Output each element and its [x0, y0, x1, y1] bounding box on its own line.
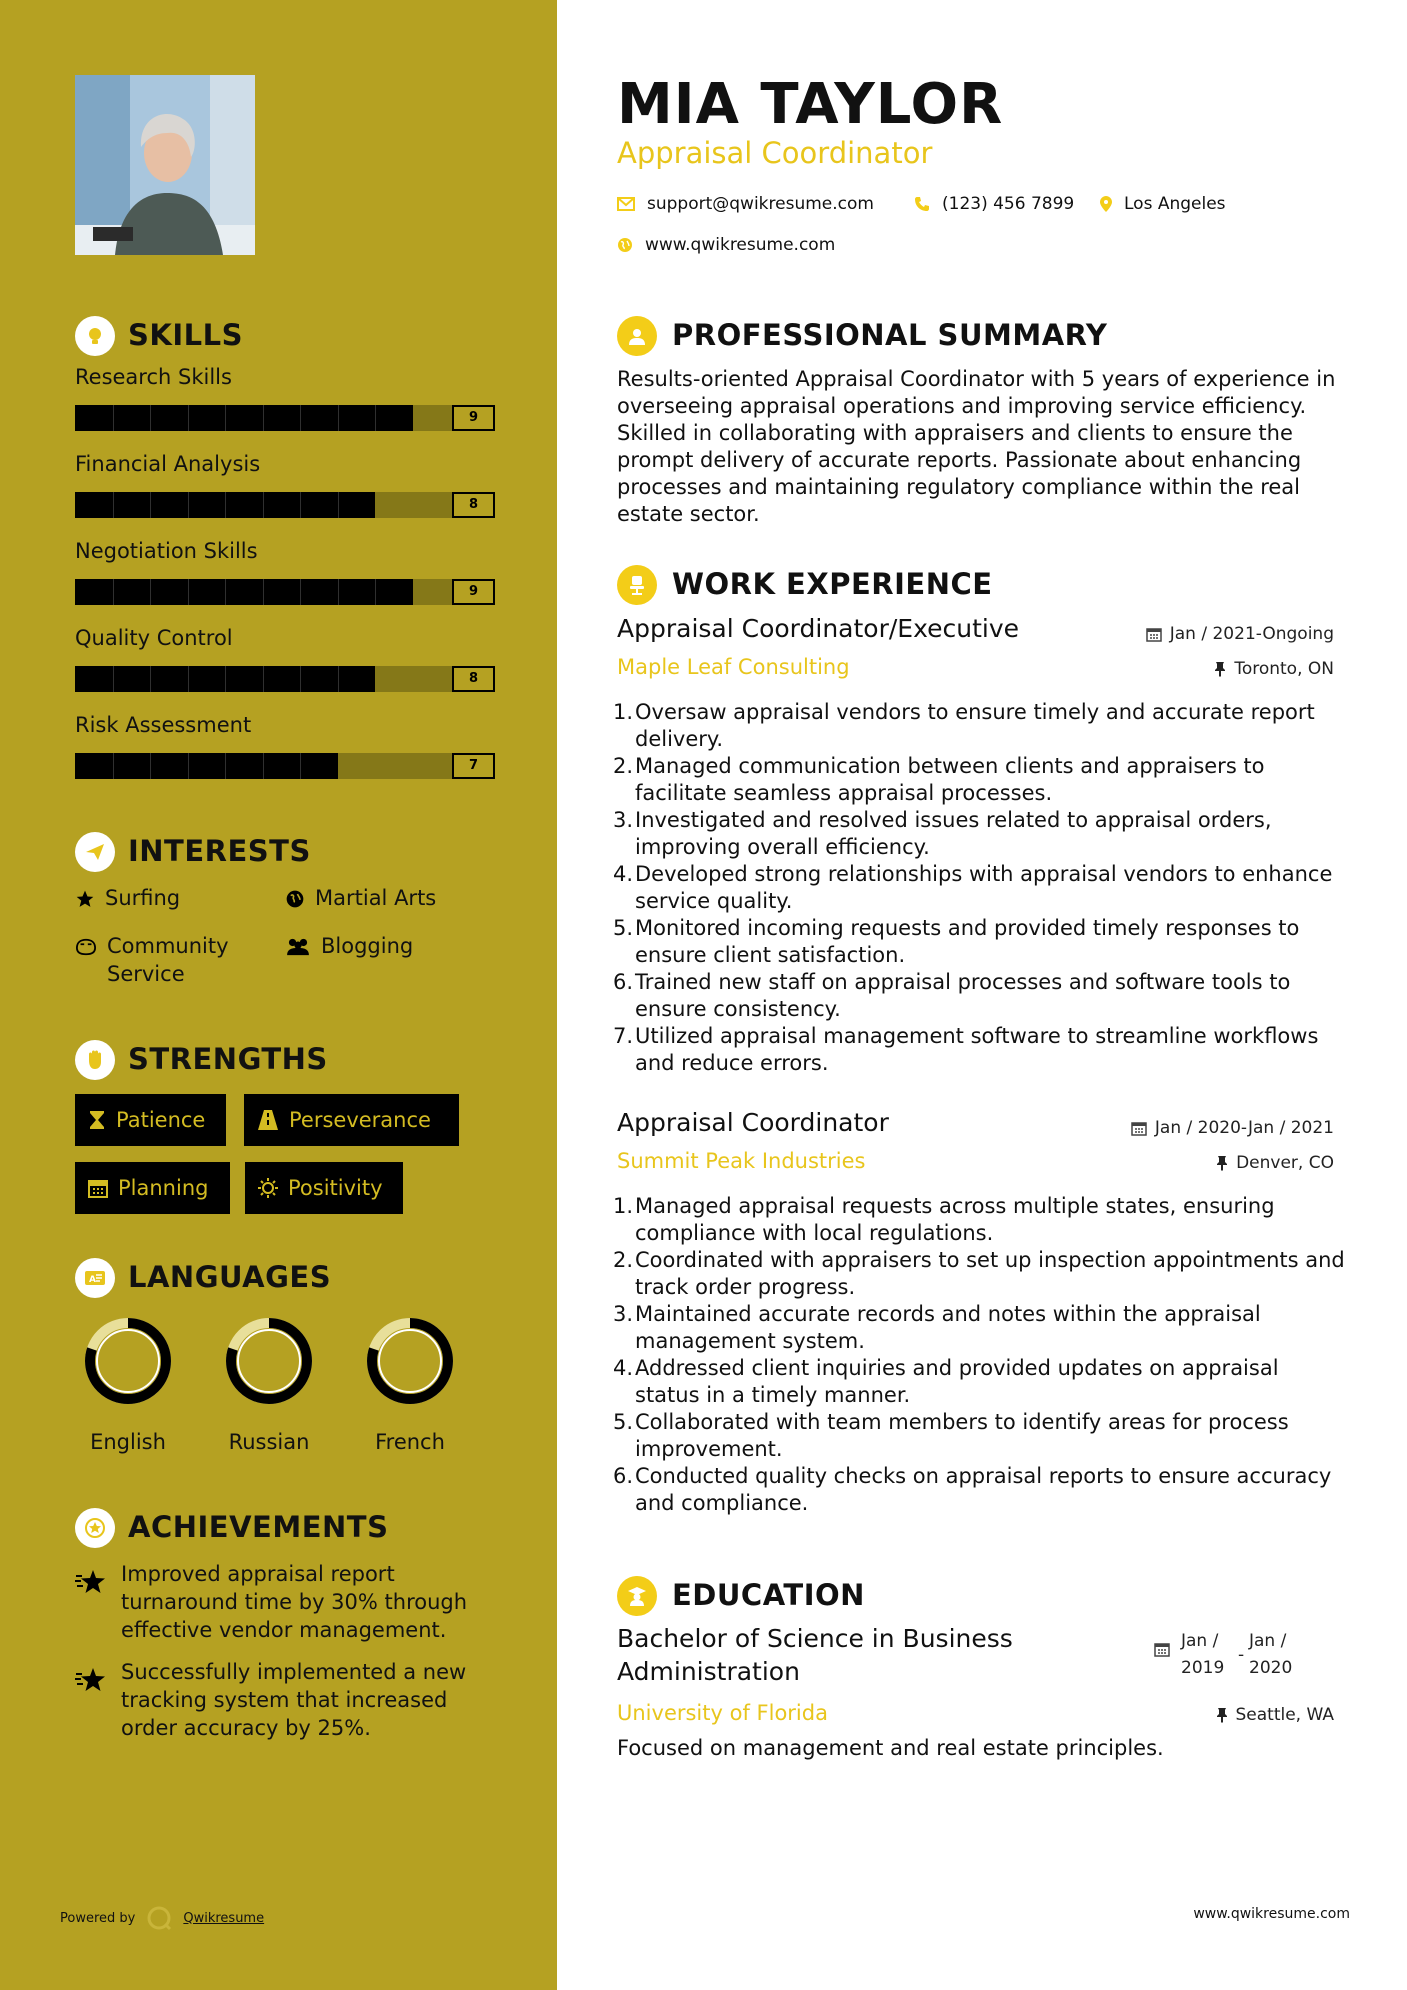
- bullet-number: 5.: [612, 1410, 633, 1434]
- education-dates: [1154, 1628, 1314, 1678]
- education-location-text: Seattle, WA: [1235, 1705, 1334, 1725]
- language-ring-inner: [238, 1330, 300, 1392]
- bullet-text: Monitored incoming requests and provided timely responses to ensure client satisfaction.: [635, 916, 1300, 967]
- job-bullet: [612, 1301, 1347, 1355]
- job-dates: [1146, 624, 1334, 644]
- skill-level-bar: [75, 666, 495, 692]
- skill-segment-divider: [150, 405, 151, 431]
- bullet-number: 1.: [612, 1194, 633, 1218]
- job-location: [1214, 659, 1334, 679]
- job-location-text: Toronto, ON: [1234, 659, 1334, 679]
- svg-text:A: A: [89, 1275, 96, 1285]
- skill-segment-divider: [300, 492, 301, 518]
- language-ring-inner: [97, 1330, 159, 1392]
- skill-segment-divider: [225, 753, 226, 779]
- skill-segment-divider: [113, 579, 114, 605]
- calendar-icon: [1131, 1120, 1147, 1136]
- interest-label: Blogging: [321, 934, 414, 958]
- candidate-name: MIA TAYLOR: [617, 72, 1004, 137]
- achievement-text: Improved appraisal report turnaround time by 30% through effective vendor management.: [121, 1562, 468, 1642]
- calendar-icon: [87, 1177, 109, 1199]
- interest-label: Martial Arts: [315, 886, 437, 910]
- office-chair-icon: [625, 573, 649, 597]
- skill-segment-divider: [300, 666, 301, 692]
- language-label: French: [375, 1430, 445, 1454]
- job-title: Appraisal Coordinator: [617, 1108, 889, 1137]
- bullet-number: 6.: [612, 970, 633, 994]
- skill-segment-divider: [150, 666, 151, 692]
- skill-segment-divider: [338, 666, 339, 692]
- lightbulb-icon: [83, 324, 107, 348]
- bullet-text: Maintained accurate records and notes within the appraisal management system.: [635, 1302, 1261, 1353]
- bullet-number: 3.: [612, 1302, 633, 1326]
- language-label: Russian: [228, 1430, 310, 1454]
- job-bullet: [612, 1247, 1347, 1301]
- skill-segment-divider: [113, 666, 114, 692]
- job-dates-text: Jan / 2021-Ongoing: [1169, 624, 1334, 644]
- phone-text: (123) 456 7899: [942, 194, 1075, 214]
- qwikresume-logo-icon: [145, 1904, 173, 1932]
- date-separator: -: [1238, 1645, 1245, 1665]
- skill-name: Risk Assessment: [75, 713, 252, 737]
- website-contact: [617, 235, 835, 255]
- pushpin-icon: [1216, 1155, 1228, 1171]
- skill-segment-divider: [300, 579, 301, 605]
- strength-label: Perseverance: [289, 1108, 431, 1132]
- strength-badge: [75, 1162, 230, 1214]
- interest-label: Community Service: [107, 934, 229, 986]
- bullet-text: Conducted quality checks on appraisal reports to ensure accuracy and compliance.: [635, 1464, 1332, 1515]
- language-level-ring: [221, 1313, 317, 1409]
- summary-section-icon: [617, 316, 657, 356]
- skill-segment-divider: [225, 405, 226, 431]
- skill-segment-divider: [338, 405, 339, 431]
- strength-label: Positivity: [288, 1176, 383, 1200]
- map-pin-icon: [1100, 196, 1112, 212]
- job-bullet: [612, 861, 1347, 915]
- job-title: Appraisal Coordinator/Executive: [617, 614, 1020, 643]
- skill-segment-divider: [263, 405, 264, 431]
- paper-plane-icon: [83, 840, 107, 864]
- bullet-number: 6.: [612, 1464, 633, 1488]
- skill-segment-divider: [225, 666, 226, 692]
- achievement-item: [75, 1560, 505, 1644]
- calendar-icon: [1146, 626, 1162, 642]
- skill-segment-divider: [263, 579, 264, 605]
- skill-name: Quality Control: [75, 626, 233, 650]
- job-dates-text: Jan / 2020-Jan / 2021: [1154, 1118, 1334, 1138]
- bullet-number: 2.: [612, 1248, 633, 1272]
- skill-level-bar: [75, 753, 495, 779]
- skill-segment-divider: [113, 492, 114, 518]
- degree-title: Bachelor of Science in Business Administration: [617, 1624, 1013, 1686]
- pushpin-icon: [1214, 661, 1226, 677]
- main-content: [557, 0, 1407, 1990]
- strength-label: Patience: [116, 1108, 206, 1132]
- skills-section-icon: [75, 316, 115, 356]
- job-bullet: [612, 1193, 1347, 1247]
- skill-level-fill: [75, 666, 375, 692]
- skill-segment-divider: [263, 753, 264, 779]
- strength-badge: [245, 1162, 403, 1214]
- interest-item-blogging: [285, 932, 413, 960]
- skill-segment-divider: [113, 405, 114, 431]
- bullet-text: Coordinated with appraisers to set up inspection appointments and track order progress.: [635, 1248, 1345, 1299]
- interests-title: INTERESTS: [128, 834, 311, 868]
- skill-segment-divider: [150, 579, 151, 605]
- bullet-number: 4.: [612, 1356, 633, 1380]
- raised-fist-icon: [83, 1048, 107, 1072]
- job-dates: [1131, 1118, 1334, 1138]
- job-bullets: [612, 1193, 1347, 1517]
- job-company: Summit Peak Industries: [617, 1149, 866, 1173]
- bullet-number: 1.: [612, 700, 633, 724]
- bullet-number: 7.: [612, 1024, 633, 1048]
- bullet-text: Managed communication between clients and appraisers to facilitate seamless appraisal processes.: [635, 754, 1265, 805]
- skill-level-fill: [75, 753, 338, 779]
- skill-name: Research Skills: [75, 365, 232, 389]
- bullet-text: Oversaw appraisal vendors to ensure timely and accurate report delivery.: [635, 700, 1315, 751]
- job-bullet: [612, 807, 1347, 861]
- skill-segment-divider: [188, 666, 189, 692]
- job-bullets: [612, 699, 1347, 1077]
- skill-segment-divider: [188, 492, 189, 518]
- footer-website[interactable]: www.qwikresume.com: [1193, 1906, 1350, 1922]
- interests-section-icon: [75, 832, 115, 872]
- website-text[interactable]: www.qwikresume.com: [645, 235, 836, 255]
- skill-level-number: 8: [452, 492, 495, 518]
- job-location-text: Denver, CO: [1236, 1153, 1334, 1173]
- skill-name: Negotiation Skills: [75, 539, 258, 563]
- skill-segment-divider: [300, 753, 301, 779]
- bullet-text: Addressed client inquiries and provided updates on appraisal status in a timely manner.: [635, 1356, 1279, 1407]
- trophy-star-icon: [75, 1568, 107, 1594]
- envelope-icon: [617, 197, 635, 211]
- skill-level-fill: [75, 405, 413, 431]
- skill-segment-divider: [188, 753, 189, 779]
- achievements-section-icon: [75, 1508, 115, 1548]
- bullet-number: 3.: [612, 808, 633, 832]
- education-end: Jan / 2020: [1249, 1631, 1293, 1678]
- language-ring-inner: [379, 1330, 441, 1392]
- candidate-role: Appraisal Coordinator: [617, 136, 933, 170]
- powered-by-label: Powered by: [60, 1910, 136, 1926]
- languages-section-icon: [75, 1258, 115, 1298]
- skill-level-number: 9: [452, 405, 495, 431]
- job-bullet: [612, 1355, 1347, 1409]
- achievement-text: Successfully implemented a new tracking system that increased order accuracy by 25%.: [121, 1660, 467, 1740]
- education-description: Focused on management and real estate principles.: [617, 1736, 1164, 1760]
- location-contact: [1100, 194, 1226, 214]
- interest-item-surfing: [75, 884, 180, 912]
- bullet-text: Developed strong relationships with appraisal vendors to enhance service quality.: [635, 862, 1333, 913]
- experience-section-icon: [617, 565, 657, 605]
- profile-photo: [75, 75, 255, 255]
- strength-badge: [244, 1094, 459, 1146]
- education-start: Jan / 2019: [1181, 1631, 1225, 1678]
- education-location: [1216, 1705, 1335, 1725]
- user-icon: [625, 324, 649, 348]
- bullet-text: Utilized appraisal management software to streamline workflows and reduce errors.: [635, 1024, 1319, 1075]
- hourglass-icon: [87, 1109, 107, 1131]
- bullet-number: 4.: [612, 862, 633, 886]
- achievement-item: [75, 1658, 505, 1742]
- skill-segment-divider: [375, 579, 376, 605]
- email-contact: [617, 194, 874, 214]
- globe-icon: [285, 889, 305, 909]
- sun-icon: [257, 1177, 279, 1199]
- skill-segment-divider: [263, 492, 264, 518]
- location-text: Los Angeles: [1124, 194, 1226, 214]
- job-bullet: [612, 915, 1347, 969]
- skill-level-fill: [75, 579, 413, 605]
- job-bullet: [612, 1463, 1347, 1517]
- calendar-icon: [1154, 1641, 1170, 1657]
- skill-level-bar: [75, 579, 495, 605]
- phone-icon: [914, 196, 930, 212]
- powered-by: [60, 1904, 264, 1932]
- skill-level-fill: [75, 492, 375, 518]
- pushpin-icon: [1216, 1707, 1228, 1723]
- skill-segment-divider: [188, 405, 189, 431]
- sidebar: [0, 0, 557, 1990]
- email-text[interactable]: support@qwikresume.com: [647, 194, 874, 214]
- languages-title: LANGUAGES: [128, 1260, 332, 1294]
- school-name: University of Florida: [617, 1701, 828, 1725]
- globe-icon: [617, 237, 633, 253]
- job-bullet: [612, 753, 1347, 807]
- graduate-icon: [625, 1584, 649, 1608]
- skill-level-number: 7: [452, 753, 495, 779]
- road-icon: [256, 1110, 280, 1130]
- interest-label: Surfing: [105, 886, 181, 910]
- skill-name: Financial Analysis: [75, 452, 261, 476]
- bullet-number: 2.: [612, 754, 633, 778]
- hands-icon: [75, 937, 97, 957]
- skill-segment-divider: [338, 492, 339, 518]
- skills-title: SKILLS: [128, 318, 243, 352]
- bullet-text: Collaborated with team members to identify areas for process improvement.: [635, 1410, 1289, 1461]
- achievements-title: ACHIEVEMENTS: [128, 1510, 389, 1544]
- phone-contact: [914, 194, 1074, 214]
- summary-text: Results-oriented Appraisal Coordinator with 5 years of experience in overseeing appraisal operations and improving service efficiency. Skilled in collaborating with appraisers and clients to ensure the prompt delivery of accurate reports. Passionate about enhancing processes and maintaining regulatory compliance within the real estate sector.: [617, 367, 1336, 526]
- experience-title: WORK EXPERIENCE: [672, 567, 993, 601]
- skill-segment-divider: [225, 492, 226, 518]
- job-location: [1216, 1153, 1334, 1173]
- job-bullet: [612, 1023, 1347, 1077]
- star-badge-icon: [83, 1516, 107, 1540]
- skill-segment-divider: [113, 753, 114, 779]
- skill-segment-divider: [188, 579, 189, 605]
- bullet-number: 5.: [612, 916, 633, 940]
- language-level-ring: [362, 1313, 458, 1409]
- job-bullet: [612, 699, 1347, 753]
- strength-badge: [75, 1094, 226, 1146]
- interest-item-martial-arts: [285, 884, 436, 912]
- education-title: EDUCATION: [672, 1578, 865, 1612]
- skill-segment-divider: [225, 579, 226, 605]
- language-level-ring: [80, 1313, 176, 1409]
- skill-segment-divider: [338, 579, 339, 605]
- strengths-section-icon: [75, 1040, 115, 1080]
- skill-segment-divider: [300, 405, 301, 431]
- job-bullet: [612, 1409, 1347, 1463]
- bullet-text: Investigated and resolved issues related to appraisal orders, improving overall efficiency.: [635, 808, 1272, 859]
- language-card-icon: [83, 1266, 107, 1290]
- strength-label: Planning: [118, 1176, 209, 1200]
- skill-level-number: 8: [452, 666, 495, 692]
- strengths-title: STRENGTHS: [128, 1042, 328, 1076]
- job-bullet: [612, 969, 1347, 1023]
- language-label: English: [90, 1430, 166, 1454]
- skill-level-bar: [75, 405, 495, 431]
- skill-segment-divider: [150, 492, 151, 518]
- trophy-star-icon: [75, 1666, 107, 1692]
- summary-title: PROFESSIONAL SUMMARY: [672, 318, 1108, 352]
- bullet-text: Trained new staff on appraisal processes and software tools to ensure consistency.: [635, 970, 1291, 1021]
- job-company: Maple Leaf Consulting: [617, 655, 850, 679]
- skill-segment-divider: [263, 666, 264, 692]
- education-section-icon: [617, 1576, 657, 1616]
- skill-segment-divider: [150, 753, 151, 779]
- skill-level-number: 9: [452, 579, 495, 605]
- interest-item-community-service: [75, 932, 245, 988]
- users-icon: [285, 937, 311, 957]
- bullet-text: Managed appraisal requests across multiple states, ensuring compliance with local regulations.: [635, 1194, 1275, 1245]
- skill-level-bar: [75, 492, 495, 518]
- qwikresume-link[interactable]: Qwikresume: [183, 1910, 265, 1926]
- star-icon: [75, 889, 95, 909]
- skill-segment-divider: [375, 405, 376, 431]
